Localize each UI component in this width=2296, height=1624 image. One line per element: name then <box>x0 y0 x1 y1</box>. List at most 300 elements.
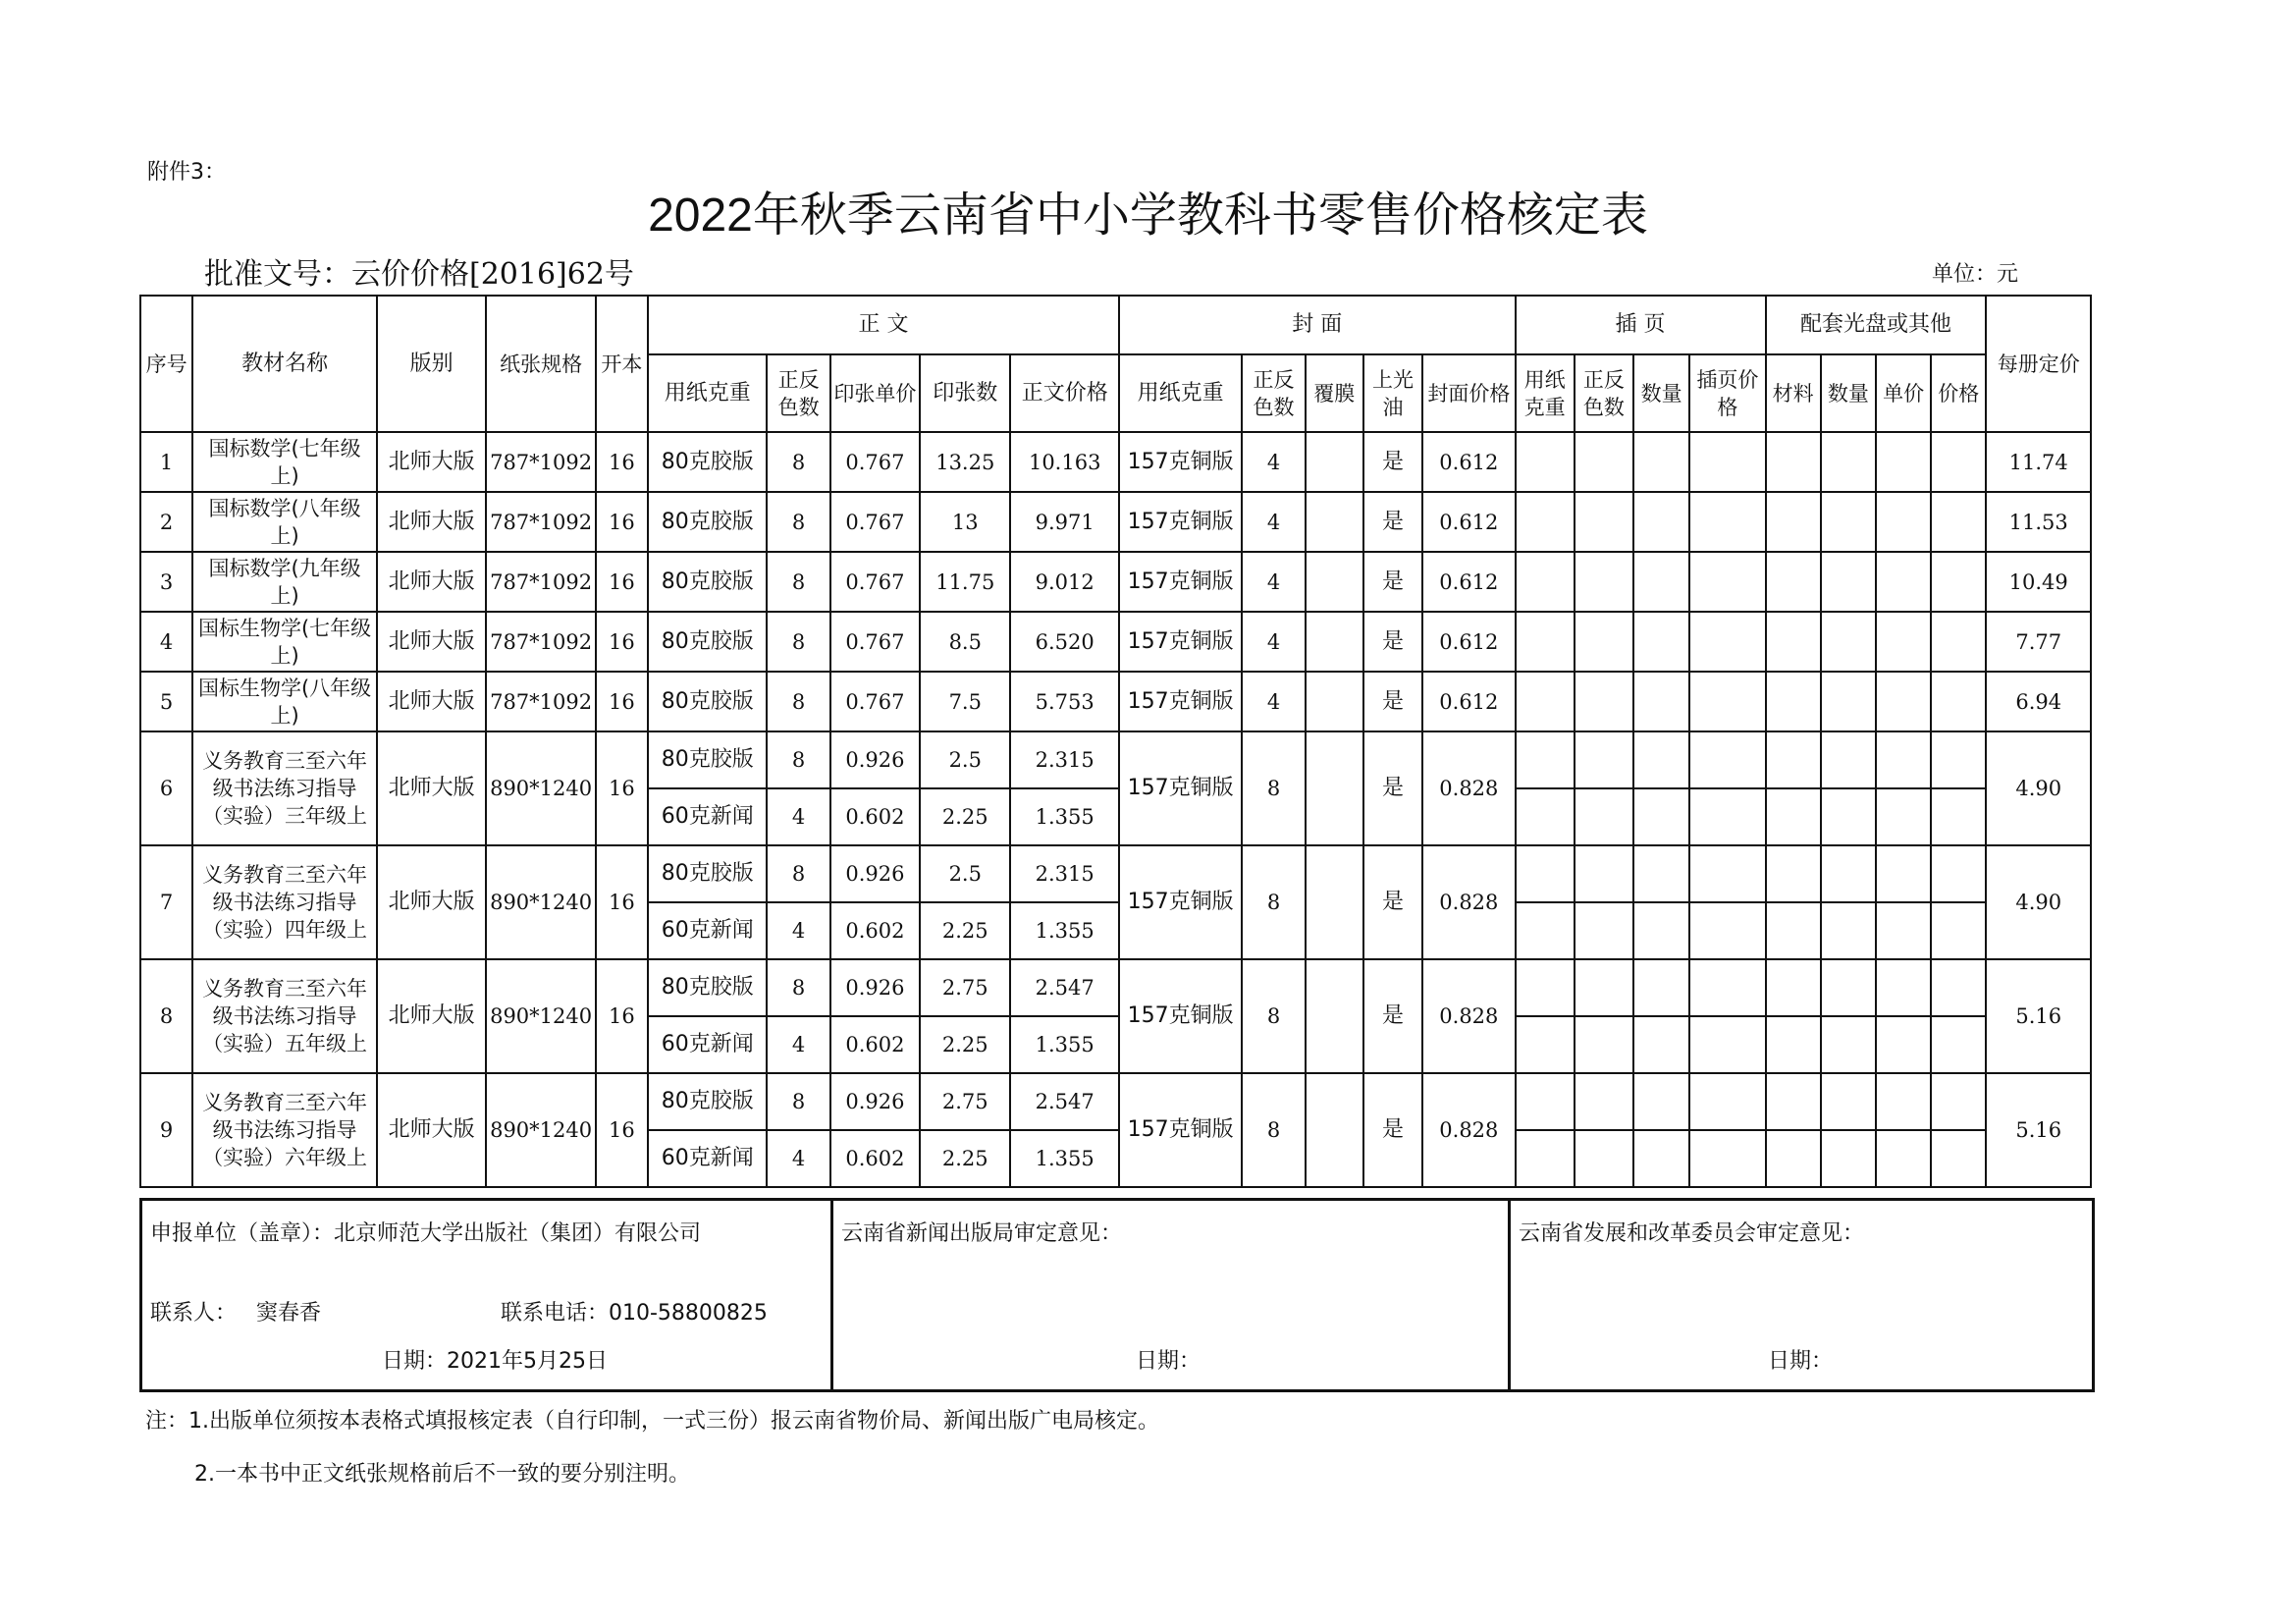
row-body-price: 1.355 <box>1010 1016 1118 1073</box>
row-body-paper: 80克胶版 <box>648 845 767 902</box>
empty-cell <box>1516 1073 1575 1130</box>
empty-cell <box>1876 1130 1931 1187</box>
row-format: 16 <box>596 731 648 845</box>
row-name: 义务教育三至六年级书法练习指导（实验）四年级上 <box>192 845 377 959</box>
row-cover-price: 0.828 <box>1422 1073 1515 1187</box>
row-body-price: 6.520 <box>1010 612 1118 672</box>
empty-cell <box>1876 1073 1931 1130</box>
empty-cell <box>1931 959 1986 1016</box>
row-sheet-price: 0.767 <box>830 492 920 552</box>
empty-cell <box>1633 432 1689 492</box>
row-cover-price: 0.612 <box>1422 672 1515 731</box>
row-unit-price: 5.16 <box>1986 959 2091 1073</box>
table-row <box>140 612 2091 672</box>
row-cover-paper: 157克铜版 <box>1119 552 1242 612</box>
row-sheets: 2.5 <box>920 845 1010 902</box>
empty-cell <box>1931 788 1986 845</box>
row-seq: 9 <box>140 1073 192 1187</box>
table-row <box>140 1073 2091 1130</box>
header-laminate: 覆膜 <box>1306 354 1363 432</box>
empty-cell <box>1575 788 1633 845</box>
table-row <box>140 845 2091 902</box>
row-seq: 8 <box>140 959 192 1073</box>
header-body-group: 正 文 <box>648 296 1119 354</box>
row-varnish: 是 <box>1363 959 1422 1073</box>
attachment-label: 附件3： <box>147 160 226 185</box>
row-edition: 北师大版 <box>377 1073 486 1187</box>
applicant-section <box>141 1200 832 1391</box>
row-body-paper: 80克胶版 <box>648 552 767 612</box>
empty-cell <box>1689 959 1765 1016</box>
row-body-colors: 8 <box>767 612 829 672</box>
row-body-price: 2.315 <box>1010 845 1118 902</box>
row-edition: 北师大版 <box>377 552 486 612</box>
row-name: 义务教育三至六年级书法练习指导（实验）三年级上 <box>192 731 377 845</box>
empty-cell <box>1876 492 1931 552</box>
empty-cell <box>1689 1130 1765 1187</box>
header-cover-group: 封 面 <box>1119 296 1516 354</box>
empty-cell <box>1821 788 1876 845</box>
empty-cell <box>1931 1130 1986 1187</box>
row-laminate <box>1306 492 1363 552</box>
row-format: 16 <box>596 959 648 1073</box>
row-sheet-price: 0.926 <box>830 845 920 902</box>
row-body-paper: 60克新闻 <box>648 1016 767 1073</box>
row-format: 16 <box>596 672 648 731</box>
row-edition: 北师大版 <box>377 492 486 552</box>
row-body-paper: 60克新闻 <box>648 1130 767 1187</box>
empty-cell <box>1633 1016 1689 1073</box>
row-varnish: 是 <box>1363 432 1422 492</box>
note-1: 注：1.出版单位须按本表格式填报核定表（自行印制，一式三份）报云南省物价局、新闻出版广电局核定。 <box>145 1409 1159 1434</box>
row-sheets: 11.75 <box>920 552 1010 612</box>
row-varnish: 是 <box>1363 612 1422 672</box>
row-body-price: 5.753 <box>1010 672 1118 731</box>
row-unit-price: 6.94 <box>1986 672 2091 731</box>
row-paper-spec: 890*1240 <box>486 731 595 845</box>
header-insert-price: 插页价格 <box>1689 354 1765 432</box>
header-edition: 版别 <box>377 296 486 432</box>
row-cover-paper: 157克铜版 <box>1119 1073 1242 1187</box>
row-body-paper: 80克胶版 <box>648 731 767 788</box>
row-paper-spec: 890*1240 <box>486 1073 595 1187</box>
empty-cell <box>1766 1073 1821 1130</box>
empty-cell <box>1633 731 1689 788</box>
row-unit-price: 7.77 <box>1986 612 2091 672</box>
row-format: 16 <box>596 432 648 492</box>
empty-cell <box>1633 845 1689 902</box>
empty-cell <box>1575 1073 1633 1130</box>
empty-cell <box>1821 672 1876 731</box>
header-media-qty: 数量 <box>1821 354 1876 432</box>
row-cover-colors: 8 <box>1242 731 1305 845</box>
row-format: 16 <box>596 1073 648 1187</box>
row-body-price: 10.163 <box>1010 432 1118 492</box>
empty-cell <box>1931 902 1986 959</box>
row-paper-spec: 787*1092 <box>486 432 595 492</box>
row-unit-price: 4.90 <box>1986 731 2091 845</box>
empty-cell <box>1516 959 1575 1016</box>
row-format: 16 <box>596 612 648 672</box>
row-cover-paper: 157克铜版 <box>1119 672 1242 731</box>
empty-cell <box>1689 552 1765 612</box>
row-sheet-price: 0.602 <box>830 902 920 959</box>
row-laminate <box>1306 959 1363 1073</box>
empty-cell <box>1766 552 1821 612</box>
empty-cell <box>1931 612 1986 672</box>
table-row <box>140 672 2091 731</box>
contact-label: 联系人： <box>150 1301 238 1326</box>
header-seq: 序号 <box>140 296 192 432</box>
empty-cell <box>1931 1073 1986 1130</box>
empty-cell <box>1821 612 1876 672</box>
header-cover-colors: 正反色数 <box>1242 354 1305 432</box>
empty-cell <box>1689 432 1765 492</box>
empty-cell <box>1766 432 1821 492</box>
row-varnish: 是 <box>1363 845 1422 959</box>
empty-cell <box>1689 731 1765 788</box>
empty-cell <box>1766 959 1821 1016</box>
row-body-price: 1.355 <box>1010 1130 1118 1187</box>
row-sheets: 2.25 <box>920 1130 1010 1187</box>
empty-cell <box>1516 845 1575 902</box>
row-varnish: 是 <box>1363 672 1422 731</box>
row-sheets: 7.5 <box>920 672 1010 731</box>
header-sheets: 印张数 <box>920 354 1010 432</box>
row-body-paper: 80克胶版 <box>648 672 767 731</box>
empty-cell <box>1689 492 1765 552</box>
row-cover-colors: 4 <box>1242 612 1305 672</box>
row-sheet-price: 0.926 <box>830 731 920 788</box>
row-body-price: 1.355 <box>1010 788 1118 845</box>
row-sheet-price: 0.767 <box>830 672 920 731</box>
row-body-colors: 8 <box>767 731 829 788</box>
empty-cell <box>1575 845 1633 902</box>
row-body-colors: 4 <box>767 1016 829 1073</box>
price-table <box>139 295 2092 1188</box>
empty-cell <box>1633 612 1689 672</box>
row-paper-spec: 890*1240 <box>486 845 595 959</box>
empty-cell <box>1876 432 1931 492</box>
row-laminate <box>1306 731 1363 845</box>
empty-cell <box>1821 1016 1876 1073</box>
signoff-table <box>139 1198 2095 1392</box>
row-paper-spec: 787*1092 <box>486 672 595 731</box>
row-cover-colors: 4 <box>1242 492 1305 552</box>
row-cover-price: 0.828 <box>1422 845 1515 959</box>
ndrc-section <box>1510 1200 2094 1391</box>
row-body-colors: 8 <box>767 959 829 1016</box>
empty-cell <box>1876 1016 1931 1073</box>
row-laminate <box>1306 1073 1363 1187</box>
press-bureau-label: 云南省新闻出版局审定意见： <box>841 1221 1123 1246</box>
row-name: 义务教育三至六年级书法练习指导（实验）六年级上 <box>192 1073 377 1187</box>
header-insert-paper: 用纸克重 <box>1516 354 1575 432</box>
table-row <box>140 432 2091 492</box>
empty-cell <box>1575 1130 1633 1187</box>
empty-cell <box>1821 492 1876 552</box>
row-sheets: 2.25 <box>920 788 1010 845</box>
row-cover-paper: 157克铜版 <box>1119 492 1242 552</box>
row-paper-spec: 787*1092 <box>486 492 595 552</box>
row-body-paper: 80克胶版 <box>648 492 767 552</box>
empty-cell <box>1633 492 1689 552</box>
row-sheets: 8.5 <box>920 612 1010 672</box>
empty-cell <box>1931 432 1986 492</box>
row-body-paper: 60克新闻 <box>648 902 767 959</box>
header-name: 教材名称 <box>192 296 377 432</box>
empty-cell <box>1931 731 1986 788</box>
empty-cell <box>1766 1130 1821 1187</box>
empty-cell <box>1931 492 1986 552</box>
empty-cell <box>1516 492 1575 552</box>
press-bureau-date: 日期： <box>1136 1349 1201 1374</box>
header-media-group: 配套光盘或其他 <box>1766 296 1987 354</box>
row-sheet-price: 0.926 <box>830 1073 920 1130</box>
row-cover-colors: 4 <box>1242 432 1305 492</box>
header-media-material: 材料 <box>1766 354 1821 432</box>
row-sheets: 13 <box>920 492 1010 552</box>
header-insert-colors: 正反色数 <box>1575 354 1633 432</box>
row-seq: 3 <box>140 552 192 612</box>
empty-cell <box>1931 845 1986 902</box>
row-laminate <box>1306 432 1363 492</box>
empty-cell <box>1633 959 1689 1016</box>
row-body-paper: 80克胶版 <box>648 959 767 1016</box>
row-unit-price: 11.74 <box>1986 432 2091 492</box>
row-body-colors: 8 <box>767 492 829 552</box>
empty-cell <box>1516 1130 1575 1187</box>
row-cover-price: 0.828 <box>1422 959 1515 1073</box>
empty-cell <box>1931 672 1986 731</box>
row-unit-price: 4.90 <box>1986 845 2091 959</box>
row-cover-price: 0.612 <box>1422 432 1515 492</box>
row-name: 国标数学(九年级上) <box>192 552 377 612</box>
unit-label: 单位：元 <box>1932 262 2019 287</box>
empty-cell <box>1575 731 1633 788</box>
row-sheet-price: 0.767 <box>830 432 920 492</box>
row-cover-price: 0.612 <box>1422 612 1515 672</box>
row-unit-price: 11.53 <box>1986 492 2091 552</box>
row-body-price: 9.012 <box>1010 552 1118 612</box>
row-body-paper: 80克胶版 <box>648 612 767 672</box>
row-seq: 2 <box>140 492 192 552</box>
empty-cell <box>1689 612 1765 672</box>
empty-cell <box>1575 612 1633 672</box>
empty-cell <box>1689 845 1765 902</box>
applicant-label: 申报单位（盖章）：北京师范大学出版社（集团）有限公司 <box>150 1221 702 1246</box>
row-body-colors: 4 <box>767 1130 829 1187</box>
row-body-colors: 4 <box>767 788 829 845</box>
table-row <box>140 959 2091 1016</box>
empty-cell <box>1876 845 1931 902</box>
empty-cell <box>1876 902 1931 959</box>
header-insert-qty: 数量 <box>1633 354 1689 432</box>
row-format: 16 <box>596 845 648 959</box>
empty-cell <box>1516 552 1575 612</box>
row-seq: 6 <box>140 731 192 845</box>
row-paper-spec: 787*1092 <box>486 612 595 672</box>
header-paper-spec: 纸张规格 <box>486 296 595 432</box>
table-row <box>140 731 2091 788</box>
row-cover-colors: 4 <box>1242 672 1305 731</box>
row-body-paper: 80克胶版 <box>648 1073 767 1130</box>
empty-cell <box>1821 1130 1876 1187</box>
row-sheets: 2.75 <box>920 959 1010 1016</box>
empty-cell <box>1766 731 1821 788</box>
empty-cell <box>1766 902 1821 959</box>
row-body-paper: 80克胶版 <box>648 432 767 492</box>
row-format: 16 <box>596 552 648 612</box>
empty-cell <box>1821 1073 1876 1130</box>
row-name: 国标生物学(八年级上) <box>192 672 377 731</box>
empty-cell <box>1821 552 1876 612</box>
empty-cell <box>1689 788 1765 845</box>
empty-cell <box>1689 672 1765 731</box>
note-2: 2.一本书中正文纸张规格前后不一致的要分别注明。 <box>194 1462 690 1487</box>
empty-cell <box>1633 788 1689 845</box>
row-unit-price: 5.16 <box>1986 1073 2091 1187</box>
row-format: 16 <box>596 492 648 552</box>
row-name: 国标生物学(七年级上) <box>192 612 377 672</box>
empty-cell <box>1575 902 1633 959</box>
approval-number: 批准文号：云价价格[2016]62号 <box>204 257 634 292</box>
row-varnish: 是 <box>1363 731 1422 845</box>
empty-cell <box>1516 902 1575 959</box>
row-cover-paper: 157克铜版 <box>1119 959 1242 1073</box>
row-body-colors: 8 <box>767 1073 829 1130</box>
row-cover-paper: 157克铜版 <box>1119 731 1242 845</box>
empty-cell <box>1689 1073 1765 1130</box>
page-title: 2022年秋季云南省中小学教科书零售价格核定表 <box>648 189 1648 242</box>
row-edition: 北师大版 <box>377 612 486 672</box>
row-body-paper: 60克新闻 <box>648 788 767 845</box>
header-cover-price: 封面价格 <box>1422 354 1515 432</box>
empty-cell <box>1876 731 1931 788</box>
empty-cell <box>1575 672 1633 731</box>
row-varnish: 是 <box>1363 552 1422 612</box>
row-seq: 4 <box>140 612 192 672</box>
empty-cell <box>1876 612 1931 672</box>
row-seq: 7 <box>140 845 192 959</box>
row-cover-price: 0.612 <box>1422 552 1515 612</box>
row-sheets: 2.75 <box>920 1073 1010 1130</box>
row-body-colors: 8 <box>767 672 829 731</box>
contact-phone: 联系电话：010-58800825 <box>501 1301 768 1326</box>
empty-cell <box>1876 788 1931 845</box>
row-unit-price: 10.49 <box>1986 552 2091 612</box>
empty-cell <box>1876 552 1931 612</box>
row-laminate <box>1306 612 1363 672</box>
empty-cell <box>1575 1016 1633 1073</box>
row-seq: 1 <box>140 432 192 492</box>
row-laminate <box>1306 672 1363 731</box>
row-laminate <box>1306 552 1363 612</box>
empty-cell <box>1575 959 1633 1016</box>
row-cover-colors: 8 <box>1242 1073 1305 1187</box>
header-cover-paper: 用纸克重 <box>1119 354 1242 432</box>
empty-cell <box>1821 959 1876 1016</box>
header-unit-price: 每册定价 <box>1986 296 2091 432</box>
row-sheet-price: 0.602 <box>830 1016 920 1073</box>
row-name: 国标数学(八年级上) <box>192 492 377 552</box>
row-edition: 北师大版 <box>377 432 486 492</box>
row-body-colors: 8 <box>767 432 829 492</box>
header-body-paper: 用纸克重 <box>648 354 767 432</box>
header-media-price: 价格 <box>1931 354 1986 432</box>
row-sheets: 2.25 <box>920 902 1010 959</box>
row-sheets: 13.25 <box>920 432 1010 492</box>
row-varnish: 是 <box>1363 1073 1422 1187</box>
row-cover-colors: 8 <box>1242 845 1305 959</box>
empty-cell <box>1633 552 1689 612</box>
row-edition: 北师大版 <box>377 731 486 845</box>
empty-cell <box>1931 1016 1986 1073</box>
header-body-colors: 正反色数 <box>767 354 829 432</box>
empty-cell <box>1821 845 1876 902</box>
empty-cell <box>1633 902 1689 959</box>
row-cover-price: 0.612 <box>1422 492 1515 552</box>
empty-cell <box>1516 731 1575 788</box>
empty-cell <box>1766 612 1821 672</box>
empty-cell <box>1821 902 1876 959</box>
empty-cell <box>1575 432 1633 492</box>
row-varnish: 是 <box>1363 492 1422 552</box>
row-cover-price: 0.828 <box>1422 731 1515 845</box>
empty-cell <box>1516 432 1575 492</box>
row-cover-colors: 8 <box>1242 959 1305 1073</box>
empty-cell <box>1575 552 1633 612</box>
header-body-price: 正文价格 <box>1010 354 1118 432</box>
row-body-colors: 4 <box>767 902 829 959</box>
empty-cell <box>1766 845 1821 902</box>
row-body-price: 1.355 <box>1010 902 1118 959</box>
empty-cell <box>1516 1016 1575 1073</box>
header-format: 开本 <box>596 296 648 432</box>
table-row <box>140 492 2091 552</box>
header-varnish: 上光油 <box>1363 354 1422 432</box>
header-media-unit: 单价 <box>1876 354 1931 432</box>
row-name: 国标数学(七年级上) <box>192 432 377 492</box>
empty-cell <box>1689 902 1765 959</box>
row-sheets: 2.25 <box>920 1016 1010 1073</box>
row-sheet-price: 0.602 <box>830 788 920 845</box>
empty-cell <box>1821 432 1876 492</box>
row-body-colors: 8 <box>767 845 829 902</box>
row-body-colors: 8 <box>767 552 829 612</box>
empty-cell <box>1575 492 1633 552</box>
empty-cell <box>1516 672 1575 731</box>
row-edition: 北师大版 <box>377 959 486 1073</box>
row-body-price: 2.315 <box>1010 731 1118 788</box>
table-row <box>140 552 2091 612</box>
row-sheet-price: 0.926 <box>830 959 920 1016</box>
press-bureau-section <box>832 1200 1510 1391</box>
applicant-date: 日期：2021年5月25日 <box>382 1349 608 1374</box>
row-name: 义务教育三至六年级书法练习指导（实验）五年级上 <box>192 959 377 1073</box>
empty-cell <box>1766 492 1821 552</box>
empty-cell <box>1633 672 1689 731</box>
row-body-price: 2.547 <box>1010 1073 1118 1130</box>
row-seq: 5 <box>140 672 192 731</box>
row-edition: 北师大版 <box>377 845 486 959</box>
row-sheets: 2.5 <box>920 731 1010 788</box>
header-insert-group: 插 页 <box>1516 296 1766 354</box>
empty-cell <box>1876 672 1931 731</box>
empty-cell <box>1516 788 1575 845</box>
contact-name: 窦春香 <box>256 1301 322 1326</box>
empty-cell <box>1516 612 1575 672</box>
